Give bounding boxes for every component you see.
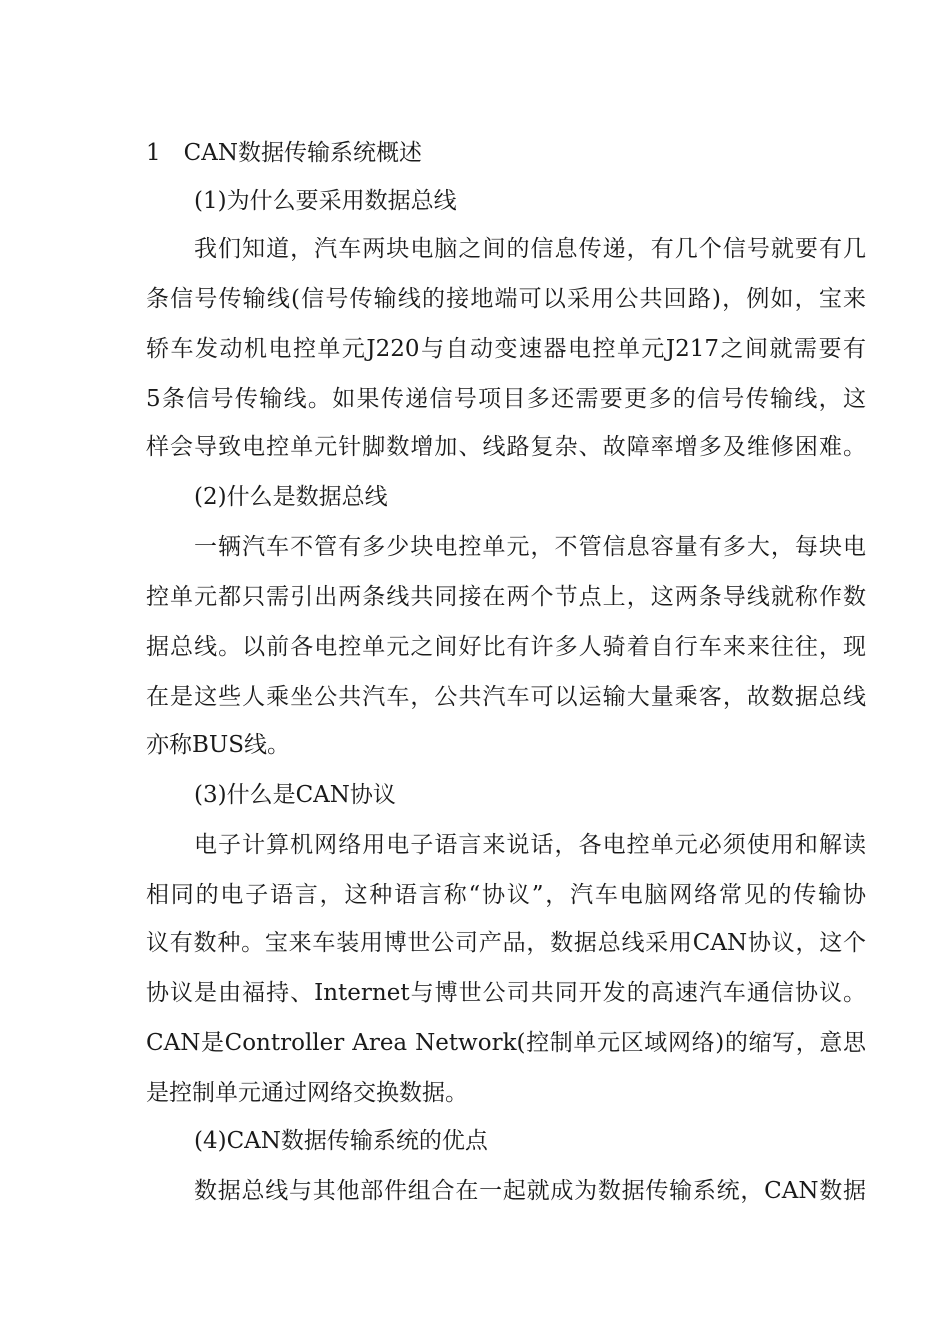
paragraph-line: 议有数种。宝来车装用博世公司产品，数据总线采用CAN协议，这个 <box>146 930 866 956</box>
subsection-heading-2: (2)什么是数据总线 <box>194 484 388 510</box>
paragraph-line: 协议是由福持、Internet与博世公司共同开发的高速汽车通信协议。 <box>146 980 866 1006</box>
paragraph-line: 在是这些人乘坐公共汽车，公共汽车可以运输大量乘客，故数据总线 <box>146 684 866 710</box>
subsection-heading-3: (3)什么是CAN协议 <box>194 782 396 808</box>
paragraph-line: 相同的电子语言，这种语言称“协议”，汽车电脑网络常见的传输协 <box>146 882 866 908</box>
section-title: 1 CAN数据传输系统概述 <box>146 140 422 166</box>
subsection-heading-1: (1)为什么要采用数据总线 <box>194 188 457 214</box>
subsection-heading-4: (4)CAN数据传输系统的优点 <box>194 1128 488 1154</box>
paragraph-line: CAN是Controller Area Network(控制单元区域网络)的缩写，意思 <box>146 1030 866 1056</box>
paragraph-line: 据总线。以前各电控单元之间好比有许多人骑着自行车来来往往，现 <box>146 634 866 660</box>
paragraph-line: 一辆汽车不管有多少块电控单元，不管信息容量有多大，每块电 <box>194 534 866 560</box>
paragraph-line: 是控制单元通过网络交换数据。 <box>146 1080 468 1106</box>
paragraph-line: 条信号传输线(信号传输线的接地端可以采用公共回路)，例如，宝来 <box>146 286 866 312</box>
paragraph-line: 亦称BUS线。 <box>146 732 291 758</box>
paragraph-line: 数据总线与其他部件组合在一起就成为数据传输系统，CAN数据 <box>194 1178 866 1204</box>
paragraph-line: 我们知道，汽车两块电脑之间的信息传递，有几个信号就要有几 <box>194 236 866 262</box>
paragraph-line: 控单元都只需引出两条线共同接在两个节点上，这两条导线就称作数 <box>146 584 866 610</box>
paragraph-line: 轿车发动机电控单元J220与自动变速器电控单元J217之间就需要有 <box>146 336 866 362</box>
paragraph-line: 5条信号传输线。如果传递信号项目多还需要更多的信号传输线，这 <box>146 386 866 412</box>
paragraph-line: 电子计算机网络用电子语言来说话，各电控单元必须使用和解读 <box>194 832 866 858</box>
paragraph-line: 样会导致电控单元针脚数增加、线路复杂、故障率增多及维修困难。 <box>146 434 866 460</box>
